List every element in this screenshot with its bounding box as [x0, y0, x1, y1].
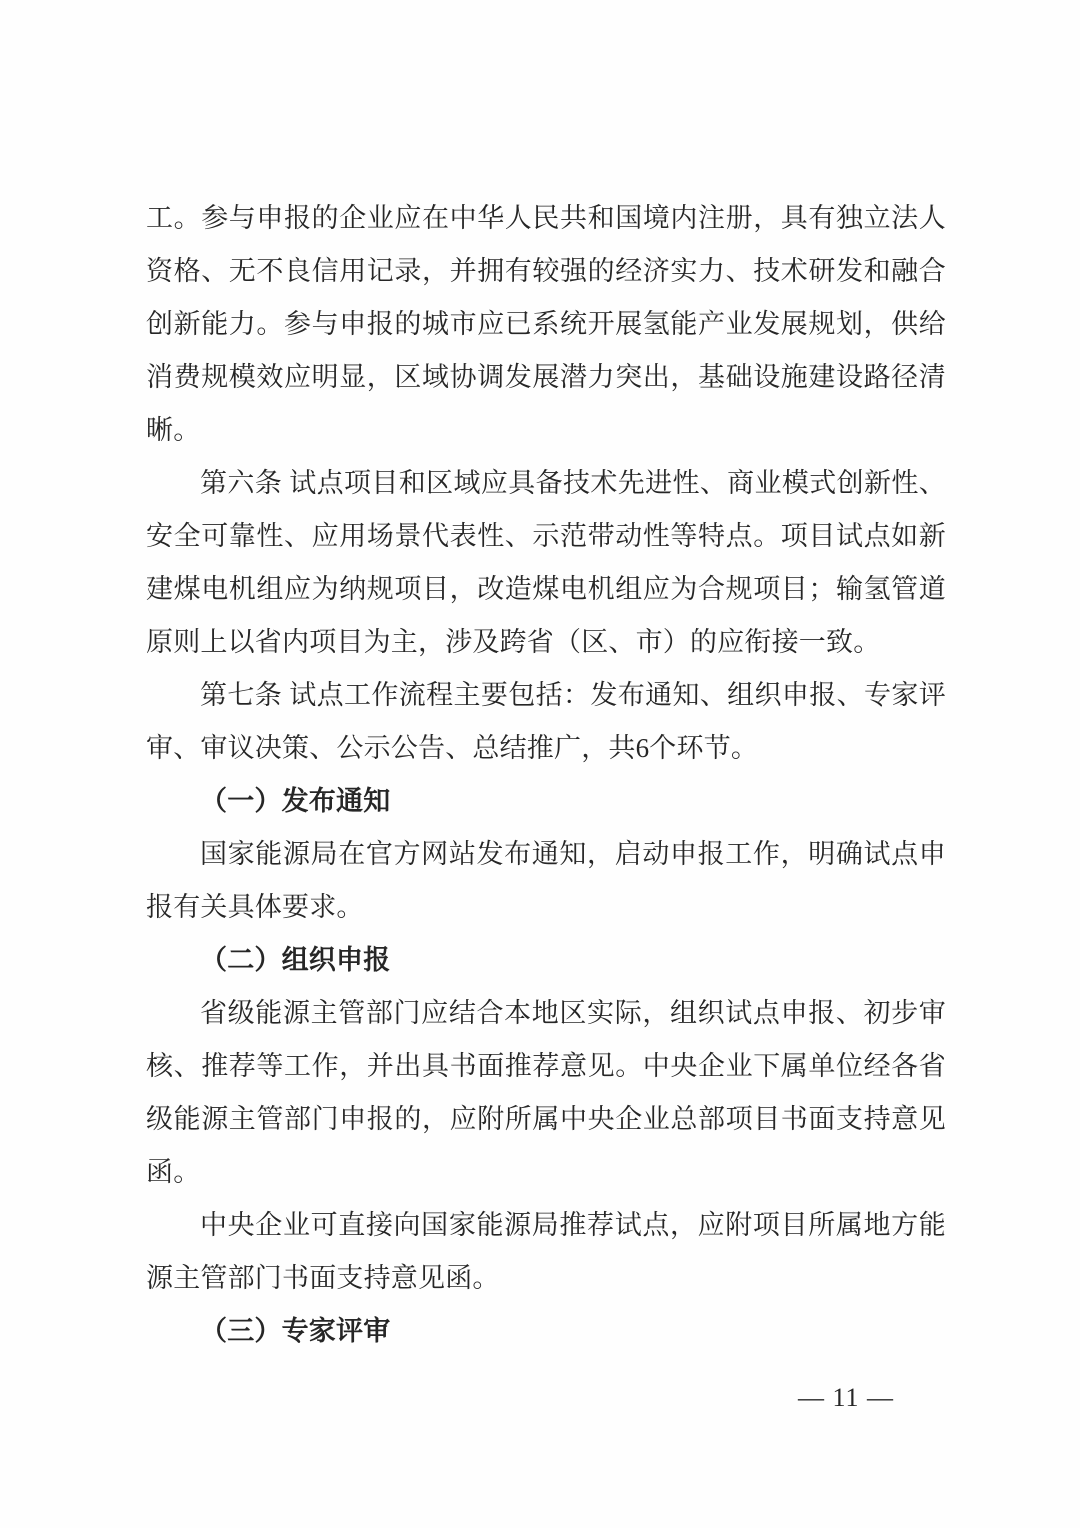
heading-step-1-publish-notice: （一）发布通知 — [200, 786, 391, 816]
heading-step-3-expert-review: （三）专家评审 — [200, 1316, 391, 1346]
paragraph-article-7: 第七条 试点工作流程主要包括：发布通知、组织申报、专家评审、审议决策、公示公告、总结推广，共6个环节。 — [146, 680, 946, 763]
paragraph-step-2-detail-central-enterprise: 中央企业可直接向国家能源局推荐试点，应附项目所属地方能源主管部门书面支持意见函。 — [146, 1210, 946, 1293]
document-body — [146, 192, 946, 1358]
paragraph-step-1-detail: 国家能源局在官方网站发布通知，启动申报工作，明确试点申报有关具体要求。 — [146, 839, 946, 922]
paragraph-step-2-detail-provincial: 省级能源主管部门应结合本地区实际，组织试点申报、初步审核、推荐等工作，并出具书面推荐意见。中央企业下属单位经各省级能源主管部门申报的，应附所属中央企业总部项目书面支持意见函。 — [146, 998, 946, 1187]
heading-step-2-organize-application: （二）组织申报 — [200, 945, 391, 975]
paragraph-continuation-article-5: 工。参与申报的企业应在中华人民共和国境内注册，具有独立法人资格、无不良信用记录，并拥有较强的经济实力、技术研发和融合创新能力。参与申报的城市应已系统开展氢能产业发展规划，供给消费规模效应明显，区域协调发展潜力突出，基础设施建设路径清晰。 — [146, 203, 946, 445]
page-number: — 11 — — [797, 1383, 894, 1412]
paragraph-article-6: 第六条 试点项目和区域应具备技术先进性、商业模式创新性、安全可靠性、应用场景代表性、示范带动性等特点。项目试点如新建煤电机组应为纳规项目，改造煤电机组应为合规项目；输氢管道原则上以省内项目为主，涉及跨省（区、市）的应衔接一致。 — [146, 468, 946, 657]
